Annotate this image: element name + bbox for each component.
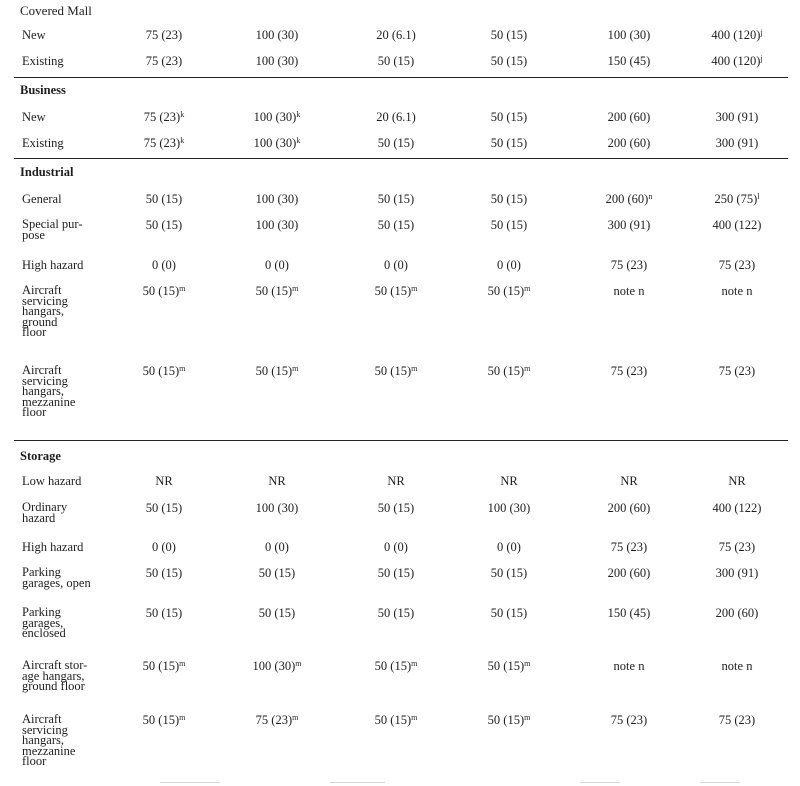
table-cell: [217, 365, 337, 378]
table-cell: [104, 541, 224, 554]
cell-value: 50 (15): [377, 218, 415, 232]
row-label: High hazard: [22, 540, 84, 554]
table-cell: [569, 365, 689, 378]
table-cell: [449, 365, 569, 378]
section-heading: Covered Mall: [20, 3, 92, 18]
table-cell: [217, 219, 337, 232]
row-label: Aircraft servicing hangars, ground floor: [22, 283, 68, 339]
cell-value: 50 (15): [377, 192, 415, 206]
cell-value: note n: [613, 284, 645, 298]
table-cell: [677, 567, 797, 580]
table-cell: [677, 137, 797, 150]
row-label: New: [22, 28, 46, 42]
table-cell: [336, 660, 456, 673]
table-cell: [217, 607, 337, 620]
table-cell: [104, 285, 224, 298]
footnote-marker: n: [648, 192, 653, 201]
table-cell: [336, 607, 456, 620]
footnote-marker: m: [179, 364, 186, 373]
cell-value: 75 (23): [255, 713, 293, 727]
cell-value: 50 (15): [490, 566, 528, 580]
scan-mark: [580, 782, 620, 783]
scan-mark: [700, 782, 740, 783]
cell-value: 0 (0): [384, 258, 408, 272]
cell-value: 75 (23): [145, 28, 183, 42]
cell-value: 50 (15): [487, 364, 525, 378]
table-cell: [217, 193, 337, 206]
footnote-marker: m: [524, 713, 531, 722]
section-divider: [14, 440, 788, 441]
table-cell: [569, 475, 689, 488]
cell-value: 75 (23): [143, 110, 181, 124]
cell-value: 0 (0): [265, 540, 289, 554]
table-cell: [569, 259, 689, 272]
scan-mark: [160, 782, 220, 783]
footnote-marker: j: [760, 28, 763, 37]
table-cell: [569, 111, 689, 124]
cell-value: 400 (120): [711, 28, 761, 42]
row-label: Aircraft servicing hangars, mezzanine floor: [22, 712, 76, 768]
table-cell: [336, 29, 456, 42]
cell-value: 400 (122): [712, 501, 762, 515]
cell-value: 0 (0): [265, 258, 289, 272]
cell-value: 100 (30): [253, 110, 297, 124]
cell-value: 50 (15): [145, 192, 183, 206]
table-cell: [336, 541, 456, 554]
cell-value: 50 (15): [377, 136, 415, 150]
footnote-marker: m: [179, 284, 186, 293]
table-cell: [217, 259, 337, 272]
row-label: Existing: [22, 54, 64, 68]
footnote-marker: m: [295, 659, 302, 668]
table-cell: [569, 55, 689, 68]
table-cell: [449, 285, 569, 298]
table-cell: [336, 475, 456, 488]
cell-value: 300 (91): [715, 566, 759, 580]
table-cell: [336, 259, 456, 272]
row-label: General: [22, 192, 62, 206]
section-heading: Industrial: [20, 165, 74, 179]
section-divider: [14, 158, 788, 159]
table-cell: [449, 259, 569, 272]
cell-value: 20 (6.1): [376, 28, 416, 42]
cell-value: 50 (15): [145, 218, 183, 232]
footnote-marker: m: [292, 364, 299, 373]
cell-value: 75 (23): [610, 540, 648, 554]
table-cell: [677, 541, 797, 554]
cell-value: 200 (60): [607, 501, 651, 515]
cell-value: 50 (15): [487, 659, 525, 673]
cell-value: 50 (15): [255, 284, 293, 298]
cell-value: 50 (15): [374, 284, 412, 298]
table-cell: [677, 607, 797, 620]
scan-mark: [330, 782, 385, 783]
cell-value: 75 (23): [610, 258, 648, 272]
table-cell: [104, 137, 224, 150]
table-cell: [104, 714, 224, 727]
cell-value: 200 (60): [607, 566, 651, 580]
table-cell: [336, 193, 456, 206]
cell-value: NR: [155, 474, 173, 488]
table-cell: [104, 607, 224, 620]
table-cell: [569, 541, 689, 554]
cell-value: 50 (15): [490, 110, 528, 124]
table-cell: [336, 567, 456, 580]
row-label: Aircraft servicing hangars, mezzanine floor: [22, 363, 76, 419]
footnote-marker: m: [179, 659, 186, 668]
cell-value: 75 (23): [718, 258, 756, 272]
cell-value: 50 (15): [374, 364, 412, 378]
footnote-marker: m: [524, 284, 531, 293]
table-cell: [677, 111, 797, 124]
table-cell: [217, 137, 337, 150]
table-cell: [449, 55, 569, 68]
cell-value: 50 (15): [490, 218, 528, 232]
table-cell: [449, 541, 569, 554]
table-cell: [677, 55, 797, 68]
table-cell: [336, 219, 456, 232]
cell-value: note n: [613, 659, 645, 673]
table-cell: [677, 193, 797, 206]
table-cell: [449, 607, 569, 620]
cell-value: NR: [268, 474, 286, 488]
cell-value: 20 (6.1): [376, 110, 416, 124]
cell-value: 75 (23): [145, 54, 183, 68]
cell-value: 100 (30): [607, 28, 651, 42]
cell-value: 100 (30): [253, 136, 297, 150]
table-cell: [217, 660, 337, 673]
table-cell: [449, 219, 569, 232]
row-label: Parking garages, enclosed: [22, 605, 66, 640]
table-cell: [449, 660, 569, 673]
table-cell: [677, 285, 797, 298]
table-cell: [104, 259, 224, 272]
cell-value: 50 (15): [490, 606, 528, 620]
table-cell: [217, 111, 337, 124]
cell-value: 50 (15): [142, 713, 180, 727]
cell-value: 50 (15): [487, 713, 525, 727]
cell-value: 300 (91): [715, 136, 759, 150]
cell-value: 50 (15): [255, 364, 293, 378]
cell-value: 50 (15): [490, 54, 528, 68]
row-label: Aircraft stor- age hangars, ground floor: [22, 658, 88, 693]
table-cell: [217, 29, 337, 42]
cell-value: 0 (0): [497, 258, 521, 272]
table-cell: [336, 111, 456, 124]
cell-value: 150 (45): [607, 54, 651, 68]
table-cell: [104, 55, 224, 68]
table-cell: [569, 714, 689, 727]
table-cell: [677, 365, 797, 378]
row-label: High hazard: [22, 258, 84, 272]
table-cell: [217, 55, 337, 68]
table-cell: [449, 567, 569, 580]
cell-value: 50 (15): [377, 566, 415, 580]
cell-value: NR: [500, 474, 518, 488]
table-cell: [449, 193, 569, 206]
table-cell: [336, 714, 456, 727]
cell-value: 75 (23): [718, 713, 756, 727]
table-cell: [677, 219, 797, 232]
cell-value: 75 (23): [610, 364, 648, 378]
cell-value: 50 (15): [142, 659, 180, 673]
table-cell: [217, 502, 337, 515]
cell-value: 50 (15): [487, 284, 525, 298]
footnote-marker: l: [757, 192, 760, 201]
table-cell: [336, 365, 456, 378]
cell-value: 75 (23): [718, 540, 756, 554]
footnote-marker: m: [411, 364, 418, 373]
table-cell: [217, 567, 337, 580]
cell-value: 50 (15): [490, 28, 528, 42]
cell-value: NR: [387, 474, 405, 488]
cell-value: 100 (30): [255, 54, 299, 68]
table-cell: [449, 137, 569, 150]
table-cell: [104, 660, 224, 673]
footnote-marker: k: [296, 110, 301, 119]
table-cell: [336, 285, 456, 298]
footnote-marker: m: [179, 713, 186, 722]
row-label: New: [22, 110, 46, 124]
table-cell: [104, 111, 224, 124]
table-cell: [449, 29, 569, 42]
table-cell: [569, 29, 689, 42]
footnote-marker: m: [411, 284, 418, 293]
cell-value: 200 (60): [715, 606, 759, 620]
table-cell: [449, 502, 569, 515]
footnote-marker: m: [292, 284, 299, 293]
table-cell: [569, 502, 689, 515]
footnote-marker: m: [411, 713, 418, 722]
cell-value: 0 (0): [497, 540, 521, 554]
table-cell: [217, 714, 337, 727]
cell-value: 50 (15): [142, 284, 180, 298]
table-cell: [677, 29, 797, 42]
cell-value: 50 (15): [258, 566, 296, 580]
table-cell: [677, 714, 797, 727]
row-label: Low hazard: [22, 474, 82, 488]
table-cell: [336, 502, 456, 515]
cell-value: 400 (120): [711, 54, 761, 68]
cell-value: 0 (0): [152, 540, 176, 554]
footnote-marker: j: [760, 54, 763, 63]
cell-value: 50 (15): [490, 192, 528, 206]
cell-value: 100 (30): [487, 501, 531, 515]
cell-value: 50 (15): [490, 136, 528, 150]
table-cell: [677, 259, 797, 272]
table-cell: [677, 502, 797, 515]
cell-value: 200 (60): [607, 136, 651, 150]
cell-value: 50 (15): [145, 501, 183, 515]
table-cell: [336, 55, 456, 68]
cell-value: 50 (15): [258, 606, 296, 620]
footnote-marker: m: [524, 659, 531, 668]
table-cell: [569, 219, 689, 232]
table-cell: [677, 660, 797, 673]
footnote-marker: m: [292, 713, 299, 722]
table-cell: [217, 541, 337, 554]
table-cell: [569, 285, 689, 298]
footnote-marker: m: [411, 659, 418, 668]
cell-value: 100 (30): [255, 501, 299, 515]
cell-value: NR: [620, 474, 638, 488]
cell-value: 50 (15): [145, 566, 183, 580]
table-cell: [104, 219, 224, 232]
table-cell: [217, 285, 337, 298]
cell-value: 100 (30): [255, 28, 299, 42]
row-label: Ordinary hazard: [22, 500, 68, 525]
table-cell: [217, 475, 337, 488]
section-heading: Storage: [20, 449, 61, 463]
cell-value: 200 (60): [607, 110, 651, 124]
row-label: Parking garages, open: [22, 565, 91, 590]
cell-value: 250 (75): [714, 192, 758, 206]
row-label: Existing: [22, 136, 64, 150]
table-cell: [104, 475, 224, 488]
table-cell: [677, 475, 797, 488]
table-cell: [569, 660, 689, 673]
cell-value: 150 (45): [607, 606, 651, 620]
table-cell: [449, 714, 569, 727]
cell-value: 0 (0): [384, 540, 408, 554]
cell-value: 50 (15): [145, 606, 183, 620]
cell-value: note n: [721, 659, 753, 673]
cell-value: 50 (15): [377, 606, 415, 620]
section-heading: Business: [20, 83, 66, 97]
cell-value: 75 (23): [143, 136, 181, 150]
cell-value: 100 (30): [255, 218, 299, 232]
section-divider: [14, 77, 788, 78]
table-cell: [569, 137, 689, 150]
footnote-marker: k: [296, 136, 301, 145]
cell-value: note n: [721, 284, 753, 298]
table-cell: [449, 475, 569, 488]
table-cell: [104, 193, 224, 206]
cell-value: 75 (23): [610, 713, 648, 727]
footnote-marker: m: [524, 364, 531, 373]
table-cell: [104, 365, 224, 378]
cell-value: 300 (91): [715, 110, 759, 124]
cell-value: 0 (0): [152, 258, 176, 272]
cell-value: 50 (15): [374, 659, 412, 673]
cell-value: 400 (122): [712, 218, 762, 232]
table-cell: [569, 193, 689, 206]
cell-value: 300 (91): [607, 218, 651, 232]
footnote-marker: k: [180, 136, 185, 145]
cell-value: NR: [728, 474, 746, 488]
table-cell: [104, 567, 224, 580]
row-label: Special pur- pose: [22, 217, 83, 242]
footnote-marker: k: [180, 110, 185, 119]
cell-value: 200 (60): [605, 192, 649, 206]
cell-value: 50 (15): [142, 364, 180, 378]
table-cell: [449, 111, 569, 124]
cell-value: 100 (30): [252, 659, 296, 673]
table-cell: [569, 607, 689, 620]
cell-value: 100 (30): [255, 192, 299, 206]
table-cell: [104, 29, 224, 42]
cell-value: 50 (15): [377, 501, 415, 515]
table-cell: [104, 502, 224, 515]
table-cell: [569, 567, 689, 580]
cell-value: 50 (15): [374, 713, 412, 727]
table-cell: [336, 137, 456, 150]
cell-value: 50 (15): [377, 54, 415, 68]
cell-value: 75 (23): [718, 364, 756, 378]
